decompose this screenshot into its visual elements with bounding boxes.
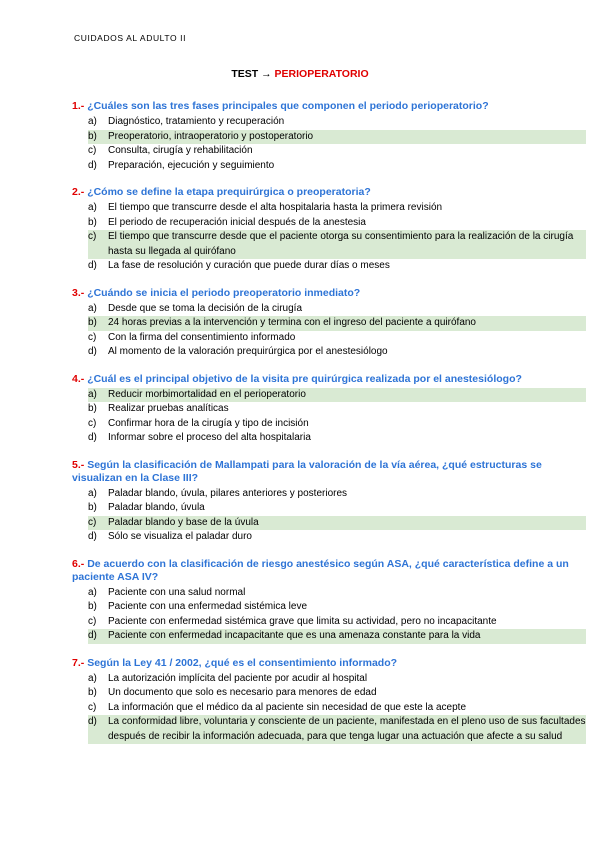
answer-option bbox=[72, 417, 586, 432]
question-text: ¿Cómo se define la etapa prequirúrgica o preoperatoria? bbox=[87, 186, 371, 198]
option-text: Con la firma del consentimiento informado bbox=[108, 331, 296, 343]
option-letter: a) bbox=[88, 487, 97, 499]
answer-option bbox=[72, 701, 586, 716]
option-letter: b) bbox=[88, 601, 97, 612]
option-text: El tiempo que transcurre desde que el paciente otorga su consentimiento para la realización de la cirugía hasta su llegada al quirófano bbox=[108, 230, 586, 259]
option-text: Preparación, ejecución y seguimiento bbox=[108, 159, 275, 171]
option-text: Desde que se toma la decisión de la cirugía bbox=[108, 302, 303, 314]
question-number: 2.- bbox=[72, 186, 85, 198]
question-title bbox=[72, 657, 586, 670]
answer-option-correct bbox=[72, 516, 586, 531]
answer-option bbox=[72, 216, 586, 231]
answer-option bbox=[72, 331, 586, 346]
answer-option-correct bbox=[72, 629, 586, 644]
option-text: Reducir morbimortalidad en el perioperatorio bbox=[108, 388, 586, 403]
option-letter: c) bbox=[88, 615, 97, 627]
option-letter: c) bbox=[88, 701, 97, 713]
question-1 bbox=[72, 100, 586, 173]
answer-option bbox=[72, 487, 586, 502]
answer-option bbox=[72, 159, 586, 174]
option-text: La información que el médico da al paciente sin necesidad de que este la acepte bbox=[108, 701, 467, 713]
option-letter: d) bbox=[88, 159, 97, 171]
option-letter: a) bbox=[88, 672, 97, 684]
title-topic: PERIOPERATORIO bbox=[274, 68, 369, 80]
title-prefix: TEST → bbox=[231, 68, 272, 80]
option-letter: d) bbox=[88, 260, 97, 271]
question-title bbox=[72, 459, 586, 485]
option-text: Paladar blando y base de la úvula bbox=[108, 516, 586, 531]
answer-option bbox=[72, 530, 586, 545]
option-letter: c) bbox=[88, 417, 97, 429]
answer-option bbox=[72, 686, 586, 701]
option-text: La fase de resolución y curación que puede durar días o meses bbox=[108, 260, 390, 271]
option-text: Confirmar hora de la cirugía y tipo de incisión bbox=[108, 417, 309, 429]
option-text: Sólo se visualiza el paladar duro bbox=[108, 531, 252, 542]
option-text: El tiempo que transcurre desde el alta hospitalaria hasta la primera revisión bbox=[108, 202, 443, 213]
option-letter: b) bbox=[88, 216, 97, 228]
answer-option bbox=[72, 600, 586, 615]
answer-option bbox=[72, 431, 586, 446]
question-2 bbox=[72, 186, 586, 274]
option-letter: a) bbox=[88, 116, 97, 127]
option-letter: b) bbox=[88, 502, 97, 513]
option-letter: a) bbox=[88, 302, 97, 314]
answer-option bbox=[72, 402, 586, 417]
question-title bbox=[72, 100, 586, 113]
option-text: Paciente con una enfermedad sistémica leve bbox=[108, 601, 308, 612]
answer-option-correct bbox=[72, 715, 586, 744]
answer-option-correct bbox=[72, 388, 586, 403]
option-letter: d) bbox=[88, 432, 97, 443]
option-text: Diagnóstico, tratamiento y recuperación bbox=[108, 116, 285, 127]
option-letter: b) bbox=[88, 687, 97, 698]
option-text: Consulta, cirugía y rehabilitación bbox=[108, 145, 253, 156]
option-text: Paladar blando, úvula, pilares anteriores y posteriores bbox=[108, 487, 348, 499]
answer-option bbox=[72, 672, 586, 687]
question-title bbox=[72, 373, 586, 386]
answer-option bbox=[72, 144, 586, 159]
answer-option-correct bbox=[72, 316, 586, 331]
question-title bbox=[72, 558, 586, 584]
answer-option bbox=[72, 302, 586, 317]
answer-option bbox=[72, 615, 586, 630]
answer-option bbox=[72, 115, 586, 130]
option-letter: c) bbox=[88, 231, 97, 242]
option-text: Realizar pruebas analíticas bbox=[108, 403, 229, 414]
question-text: Según la clasificación de Mallampati para la valoración de la vía aérea, ¿qué estructuras se visualizan en la Clase III? bbox=[72, 458, 542, 484]
option-letter: d) bbox=[88, 716, 97, 727]
option-text: Paciente con una salud normal bbox=[108, 586, 246, 598]
option-text: 24 horas previas a la intervención y termina con el ingreso del paciente a quirófano bbox=[108, 316, 586, 331]
option-text: Informar sobre el proceso del alta hospitalaria bbox=[108, 432, 311, 443]
option-text: El periodo de recuperación inicial después de la anestesia bbox=[108, 216, 366, 228]
question-text: ¿Cuál es el principal objetivo de la visita pre quirúrgica realizada por el anestesiólogo? bbox=[87, 372, 522, 385]
option-letter: b) bbox=[88, 130, 97, 142]
option-letter: a) bbox=[88, 586, 97, 598]
question-text: ¿Cuáles son las tres fases principales que componen el periodo perioperatorio? bbox=[87, 100, 489, 112]
option-text: Preoperatorio, intraoperatorio y postoperatorio bbox=[108, 130, 586, 145]
document-header: CUIDADOS AL ADULTO II bbox=[74, 33, 187, 43]
option-text: La conformidad libre, voluntaria y consciente de un paciente, manifestada en el pleno uso de sus facultades después de recibir la información adecuada, para que tenga lugar una actuación que afecte a su salud bbox=[108, 715, 586, 744]
question-5 bbox=[72, 459, 586, 545]
option-text: Un documento que solo es necesario para menores de edad bbox=[108, 687, 377, 698]
option-letter: c) bbox=[88, 516, 97, 528]
question-text: Según la Ley 41 / 2002, ¿qué es el consentimiento informado? bbox=[87, 656, 398, 669]
answer-option bbox=[72, 201, 586, 216]
answer-option bbox=[72, 501, 586, 516]
question-text: De acuerdo con la clasificación de riesgo anestésico según ASA, ¿qué característica define a un paciente ASA IV? bbox=[72, 557, 569, 583]
question-number: 1.- bbox=[72, 100, 85, 112]
option-text: Paladar blando, úvula bbox=[108, 502, 205, 513]
answer-option bbox=[72, 259, 586, 274]
option-letter: b) bbox=[88, 403, 97, 414]
answer-option-correct bbox=[72, 230, 586, 259]
answer-option-correct bbox=[72, 130, 586, 145]
option-letter: a) bbox=[88, 202, 97, 213]
question-title bbox=[72, 287, 586, 300]
option-text: Paciente con enfermedad incapacitante que es una amenaza constante para la vida bbox=[108, 629, 586, 644]
question-7 bbox=[72, 657, 586, 745]
question-title bbox=[72, 186, 586, 199]
question-3 bbox=[72, 287, 586, 360]
question-list bbox=[72, 100, 586, 757]
question-number: 3.- bbox=[72, 286, 85, 299]
option-letter: d) bbox=[88, 630, 97, 641]
question-4 bbox=[72, 373, 586, 446]
question-number: 6.- bbox=[72, 557, 85, 570]
question-6 bbox=[72, 558, 586, 644]
option-text: La autorización implícita del paciente por acudir al hospital bbox=[108, 672, 368, 684]
option-text: Paciente con enfermedad sistémica grave que limita su actividad, pero no incapacitante bbox=[108, 615, 497, 627]
question-number: 7.- bbox=[72, 656, 85, 669]
answer-option bbox=[72, 586, 586, 601]
option-letter: a) bbox=[88, 388, 97, 400]
question-number: 5.- bbox=[72, 458, 85, 471]
option-letter: b) bbox=[88, 317, 97, 328]
option-letter: c) bbox=[88, 145, 97, 156]
page-title bbox=[0, 68, 600, 80]
option-letter: d) bbox=[88, 531, 97, 542]
question-number: 4.- bbox=[72, 372, 85, 385]
option-letter: d) bbox=[88, 346, 97, 357]
question-text: ¿Cuándo se inicia el periodo preoperatorio inmediato? bbox=[87, 286, 361, 299]
option-letter: c) bbox=[88, 331, 97, 343]
option-text: Al momento de la valoración prequirúrgica por el anestesiólogo bbox=[108, 346, 388, 357]
answer-option bbox=[72, 345, 586, 360]
